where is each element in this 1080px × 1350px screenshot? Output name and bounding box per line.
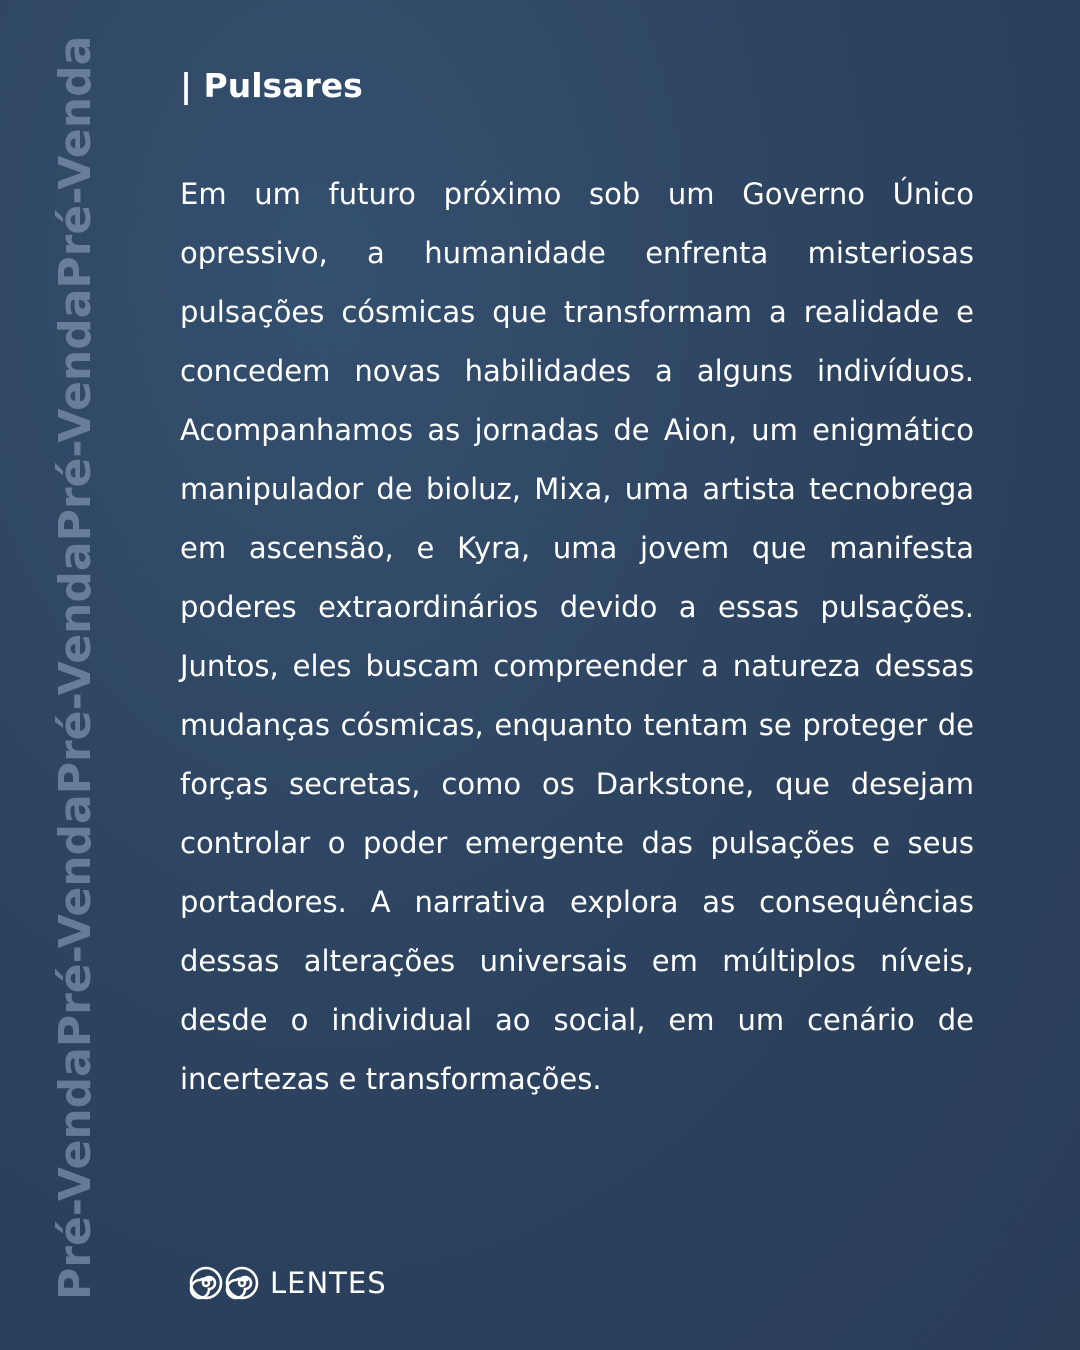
double-spiral-icon <box>188 1265 260 1301</box>
synopsis-text: Em um futuro próximo sob um Governo Único opressivo, a humanidade enfrenta misteriosas pulsações cósmicas que transformam a realidade e concedem novas habilidades a alguns indivíduos. Acompanhamos as jornadas de Aion, um enigmático manipulador de bioluz, Mixa, uma artista tecnobrega em ascensão, e Kyra, uma jovem que manifesta poderes extraordinários devido a essas pulsações. Juntos, eles buscam compreender a natureza dessas mudanças cósmicas, enquanto tentam se proteger de forças secretas, como os Darkstone, que desejam controlar o poder emergente das pulsações e seus portadores. A narrativa explora as consequências dessas alterações universais em múltiplos níveis, desde o individual ao social, em um cenário de incertezas e transformações. <box>180 177 974 1096</box>
brand-logo <box>188 1265 387 1301</box>
pre-venda-label: Pré-Venda <box>49 541 101 795</box>
side-banner <box>30 30 120 1320</box>
pre-venda-label: Pré-Venda <box>49 1047 101 1300</box>
pre-venda-label: Pré-Venda <box>49 794 101 1048</box>
brand-name: LENTES <box>270 1266 387 1300</box>
pre-venda-label: Pré-Venda <box>49 35 101 289</box>
page-title: | Pulsares <box>180 66 363 105</box>
pre-venda-label: Pré-Venda <box>49 288 101 542</box>
side-banner-text-row <box>30 30 120 1320</box>
